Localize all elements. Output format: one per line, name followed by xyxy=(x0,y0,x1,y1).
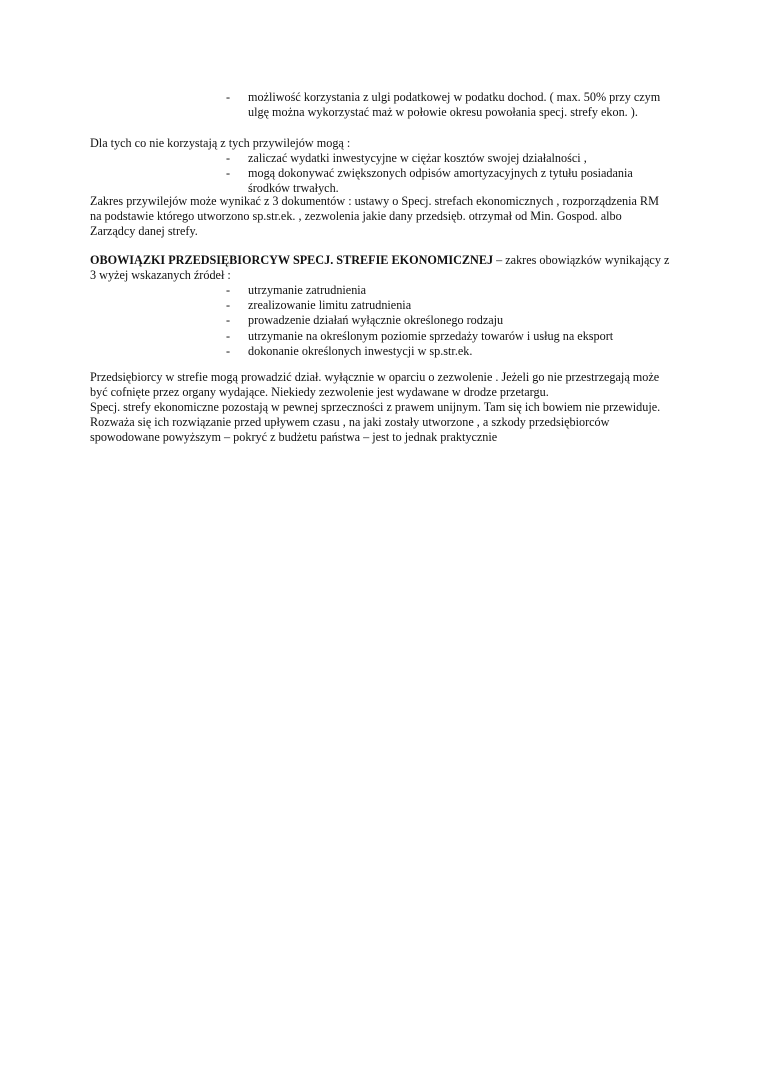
obligations-list xyxy=(226,283,666,359)
alternatives-list xyxy=(226,151,666,197)
bullet-text: zaliczać wydatki inwestycyjne w ciężar kosztów swojej działalności , xyxy=(248,151,587,165)
bullet-text: prowadzenie działań wyłącznie określonego rodzaju xyxy=(248,313,504,328)
list-item xyxy=(226,90,666,120)
paragraph-privilege-scope: Zakres przywilejów może wynikać z 3 dokumentów : ustawy o Specj. strefach ekonomicznych , rozporządzenia RM na podstawie którego utworzono sp.str.ek. , zezwolenia jakie dany przedsięb. otrzymał od Min. Gospod. albo Zarządcy danej strefy. xyxy=(90,194,659,239)
bullet-dash: - xyxy=(226,283,231,297)
bullet-dash: - xyxy=(226,313,231,328)
list-item xyxy=(226,166,666,196)
list-item xyxy=(226,151,666,166)
bullet-dash: - xyxy=(226,166,231,181)
list-item xyxy=(226,298,666,313)
privileges-list xyxy=(226,90,666,120)
bullet-dash: - xyxy=(226,328,231,343)
list-item xyxy=(226,344,666,359)
bullet-dash: - xyxy=(226,151,231,165)
section-heading: OBOWIĄZKI PRZEDSIĘBIORCYW SPECJ. STREFIE EKONOMICZNEJ xyxy=(90,253,494,267)
list-item xyxy=(226,329,666,344)
section-intro: – zakres obowiązków wynikający z 3 wyżej wskazanych źródeł : xyxy=(90,253,670,283)
paragraph-non-users-intro: Dla tych co nie korzystają z tych przywilejów mogą : xyxy=(90,136,351,150)
section-obligations xyxy=(90,253,670,283)
list-item xyxy=(226,283,666,298)
bullet-text: utrzymanie zatrudnienia xyxy=(248,283,367,297)
bullet-text: dokonanie określonych inwestycji w sp.str.ek. xyxy=(248,343,473,358)
bullet-dash: - xyxy=(226,298,231,313)
paragraph-permit: Przedsiębiorcy w strefie mogą prowadzić dział. wyłącznie w oparciu o zezwolenie . Jeżeli go nie przestrzegają może być cofnięte przez organy wydające. Niekiedy zezwolenie jest wydawane w drodze przetargu. xyxy=(90,370,660,400)
bullet-dash: - xyxy=(226,90,231,104)
bullet-dash: - xyxy=(226,343,231,358)
bullet-text: zrealizowanie limitu zatrudnienia xyxy=(248,298,412,313)
paragraph-eu-law: Specj. strefy ekonomiczne pozostają w pewnej sprzeczności z prawem unijnym. Tam się ich bowiem nie przewiduje. Rozważa się ich rozwiązanie przed upływem czasu , na jaki zostały utworzone , a szkody przedsiębiorców spowodowane powyższym – pokryć z budżetu państwa – jest to jednak praktycznie xyxy=(90,400,661,445)
bullet-text: utrzymanie na określonym poziomie sprzedaży towarów i usług na eksport xyxy=(248,328,614,343)
bullet-text: możliwość korzystania z ulgi podatkowej w podatku dochod. ( max. 50% przy czym ulgę można wykorzystać maż w połowie okresu powołania specj. strefy ekon. ). xyxy=(248,90,661,120)
bullet-text: mogą dokonywać zwiększonych odpisów amortyzacyjnych z tytułu posiadania środków trwałych. xyxy=(248,166,633,196)
list-item xyxy=(226,313,666,328)
